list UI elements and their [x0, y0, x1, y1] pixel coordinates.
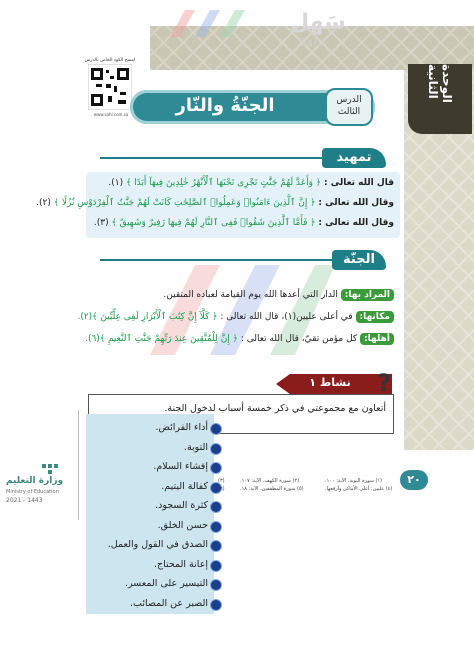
quran-verse: ﴿ كَلَّآ إِنَّ كِتَٰبَ ٱلْأَبْرَارِ لَفِى عِلِّيِّينَ ﴾(٢). — [77, 312, 218, 322]
list-item: إعانة المحتاج. — [86, 555, 214, 575]
quran-verse: ﴿ وَأَعَدَّ لَهُمْ جَنَّٰتٍ تَجْرِى تَحْتَهَا ٱلْأَنْهَٰرُ خَٰلِدِينَ فِيهَآ أَبَدًا ﴾ — [125, 178, 322, 188]
list-item: كفالة اليتيم. — [86, 477, 214, 497]
section-heading-intro: تمهيد — [322, 148, 386, 168]
footnote: (٦) — [218, 486, 225, 492]
bullet-icon — [210, 599, 222, 611]
question-mark-icon: ? — [377, 369, 391, 397]
footnote: (٥) سورة المطففين، الآية: ١٨. — [240, 486, 304, 492]
intro-lead: قال الله تعالى : — [323, 178, 394, 188]
section-rule — [100, 259, 332, 261]
list-item: أداء الفرائض. — [86, 418, 214, 438]
quran-verse: ﴿ إِنَّ لِلْمُتَّقِينَ عِندَ رَبِّهِمْ جَنَّٰتِ ٱلنَّعِيمِ ﴾(٦). — [85, 334, 238, 344]
lesson-badge — [325, 88, 373, 126]
footnote-ref: (١). — [108, 178, 124, 188]
list-item: الصبر عن المصائب. — [86, 594, 214, 614]
footnote: (٢) سورة الكهف، الآية: ١٠٧. — [240, 478, 300, 484]
footnote-ref: (٢). — [36, 198, 51, 208]
bullet-icon — [210, 560, 222, 572]
list-item: التيسير على المعسر. — [86, 574, 214, 594]
definition-text: كل مؤمن تقيّ، قال الله تعالى : — [240, 334, 358, 344]
qr-caption: امسح الكود الخاص بالدرس — [84, 58, 136, 63]
quran-verse: ﴿ فَأَمَّا ٱلَّذِينَ شَقُوا۟ فَفِى ٱلنَّارِ لَهُمْ فِيهَا زَفِيرٌ وَشَهِيقٌ ﴾ — [111, 218, 316, 228]
intro-lead: وقال الله تعالى : — [318, 198, 394, 208]
footnote: (٣) — [218, 478, 225, 484]
definition-line — [77, 312, 394, 322]
definition-line — [85, 334, 394, 344]
activity-label: نشاط ١ — [309, 376, 351, 389]
footnote: (٤) عليين: أعلى الأماكن وأرفعها. — [325, 486, 393, 492]
intro-line — [108, 178, 394, 188]
intro-line — [94, 218, 394, 228]
section-rule — [100, 157, 322, 159]
footnote-ref: (٣). — [93, 218, 109, 228]
definition-label: أهلها: — [360, 333, 394, 345]
list-item: كثرة السجود. — [86, 496, 214, 516]
list-item: إفشاء السلام. — [86, 457, 214, 477]
bullet-icon — [210, 443, 222, 455]
qr-code-icon[interactable] — [88, 64, 132, 110]
brand-arabic: سَهل — [290, 10, 346, 35]
list-item: الصدق في القول والعمل. — [86, 535, 214, 555]
ministry-name-en: Ministry of Education — [6, 489, 59, 495]
definition-text: في أعلى عليين(١)، قال الله تعالى : — [220, 312, 353, 322]
bullet-icon — [210, 540, 222, 552]
lesson-title: الجنّةُ والنّار — [175, 95, 275, 116]
unit-tab: الوحدة الثانية — [408, 64, 472, 134]
bullet-icon — [210, 521, 222, 533]
edition-year: 2021 - 1443 — [6, 497, 43, 504]
page-number: ٢٠ — [400, 470, 428, 490]
list-item: حسن الخلق. — [86, 516, 214, 536]
bullet-icon — [210, 423, 222, 435]
activity-prompt: أتعاون مع مجموعتي في ذكر خمسة أسباب لدخول الجنة. — [164, 403, 386, 414]
qr-url: www.sahl.com.sa — [93, 112, 129, 117]
bullet-icon — [210, 501, 222, 513]
definition-line — [163, 290, 394, 300]
bullet-icon — [210, 462, 222, 474]
divider — [78, 410, 79, 520]
definition-label: مكانها: — [356, 311, 395, 323]
ministry-logo-icon — [4, 462, 66, 514]
answer-list — [86, 418, 214, 613]
section-heading-jannah: الجنّة — [332, 250, 386, 270]
definition-text: الدار التي أعدها الله يوم القيامة لعباده المتقين. — [163, 290, 338, 300]
lesson-badge-line2: الثالث — [337, 107, 361, 117]
quran-verse: ﴿ إِنَّ ٱلَّذِينَ ءَامَنُوا۟ وَعَمِلُوا۟ ٱلصَّٰلِحَٰتِ كَانَتْ لَهُمْ جَنَّٰتُ ٱلْفِرْدَوْسِ نُزُلًا ﴾ — [53, 198, 316, 208]
ministry-name-ar: وزارة التعليم — [6, 476, 64, 486]
footnote: (١) سورة التوبة، الآية: ١٠٠. — [325, 478, 383, 484]
watermark-icon — [140, 255, 340, 365]
definition-label: المراد بها: — [341, 289, 394, 301]
intro-line — [36, 198, 394, 208]
brand-latin: Sahl — [298, 36, 326, 49]
intro-lead: وقال الله تعالى : — [318, 218, 394, 228]
list-item: التوبة. — [86, 438, 214, 458]
bullet-icon — [210, 579, 222, 591]
lesson-badge-line1: الدرس — [336, 95, 362, 105]
